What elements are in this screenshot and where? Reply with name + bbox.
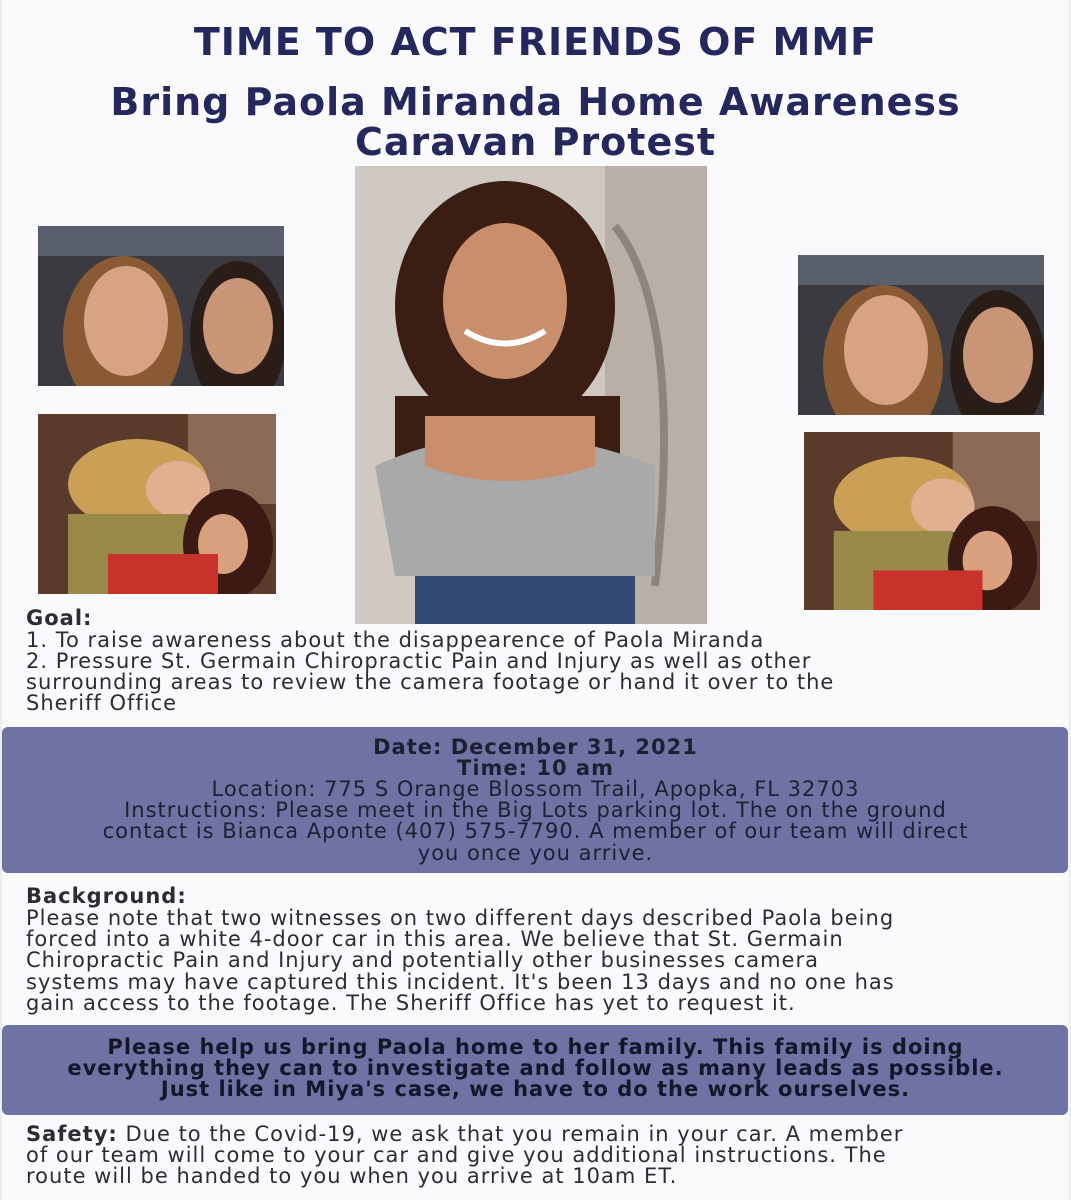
photo-paola-miranda [355,166,707,624]
photo-two-women-selfie-left [38,226,284,386]
background-line2: forced into a white 4-door car in this area. We believe that St. Germain [26,927,844,951]
goal-item-1: 1. To raise awareness about the disappearence of Paola Miranda [26,628,765,652]
event-location: Location: 775 S Orange Blossom Trail, Apopka, FL 32703 [211,777,860,801]
event-instructions-line1: Instructions: Please meet in the Big Lots parking lot. The on the ground [124,798,947,822]
background-line4: systems may have captured this incident. It's been 13 days and no one has [26,970,895,994]
safety-line1-text: Due to the Covid-19, we ask that you remain in your car. A member [117,1122,904,1146]
goal-heading: Goal: [26,606,93,630]
event-time: Time: 10 am [457,756,614,780]
safety-line1 [26,1124,903,1145]
goal-item-2-line1: 2. Pressure St. Germain Chiropractic Pain and Injury as well as other [26,649,812,673]
appeal-line2: everything they can to investigate and follow as many leads as possible. [67,1056,1004,1080]
flyer-subtitle-line2: Caravan Protest [354,120,717,164]
event-instructions-line3: you once you arrive. [417,841,654,865]
background-line1: Please note that two witnesses on two different days described Paola being [26,906,895,930]
event-instructions-line2: contact is Bianca Aponte (407) 575-7790. A member of our team will direct [102,819,969,843]
photo-two-women-reclining-left [38,414,276,594]
safety-line2: of our team will come to your car and give you additional instructions. The [26,1143,887,1167]
appeal-line1: Please help us bring Paola home to her family. This family is doing [107,1035,964,1059]
flyer-title: TIME TO ACT FRIENDS OF MMF [193,20,878,64]
background-line5: gain access to the footage. The Sheriff Office has yet to request it. [26,991,796,1015]
photo-two-women-reclining-right [804,432,1040,610]
goal-item-2-line2: surrounding areas to review the camera footage or hand it over to the [26,670,835,694]
photo-two-women-selfie-right [798,255,1044,415]
goal-item-2-line3: Sheriff Office [26,691,178,715]
safety-line3: route will be handed to you when you arrive at 10am ET. [26,1164,678,1188]
background-line3: Chiropractic Pain and Injury and potentially other businesses camera [26,948,819,972]
flyer-subtitle-line1: Bring Paola Miranda Home Awareness [110,80,961,124]
background-heading: Background: [26,884,187,908]
event-date: Date: December 31, 2021 [373,735,698,759]
safety-label: Safety: [26,1122,118,1146]
appeal-line3: Just like in Miya's case, we have to do the work ourselves. [160,1077,911,1101]
